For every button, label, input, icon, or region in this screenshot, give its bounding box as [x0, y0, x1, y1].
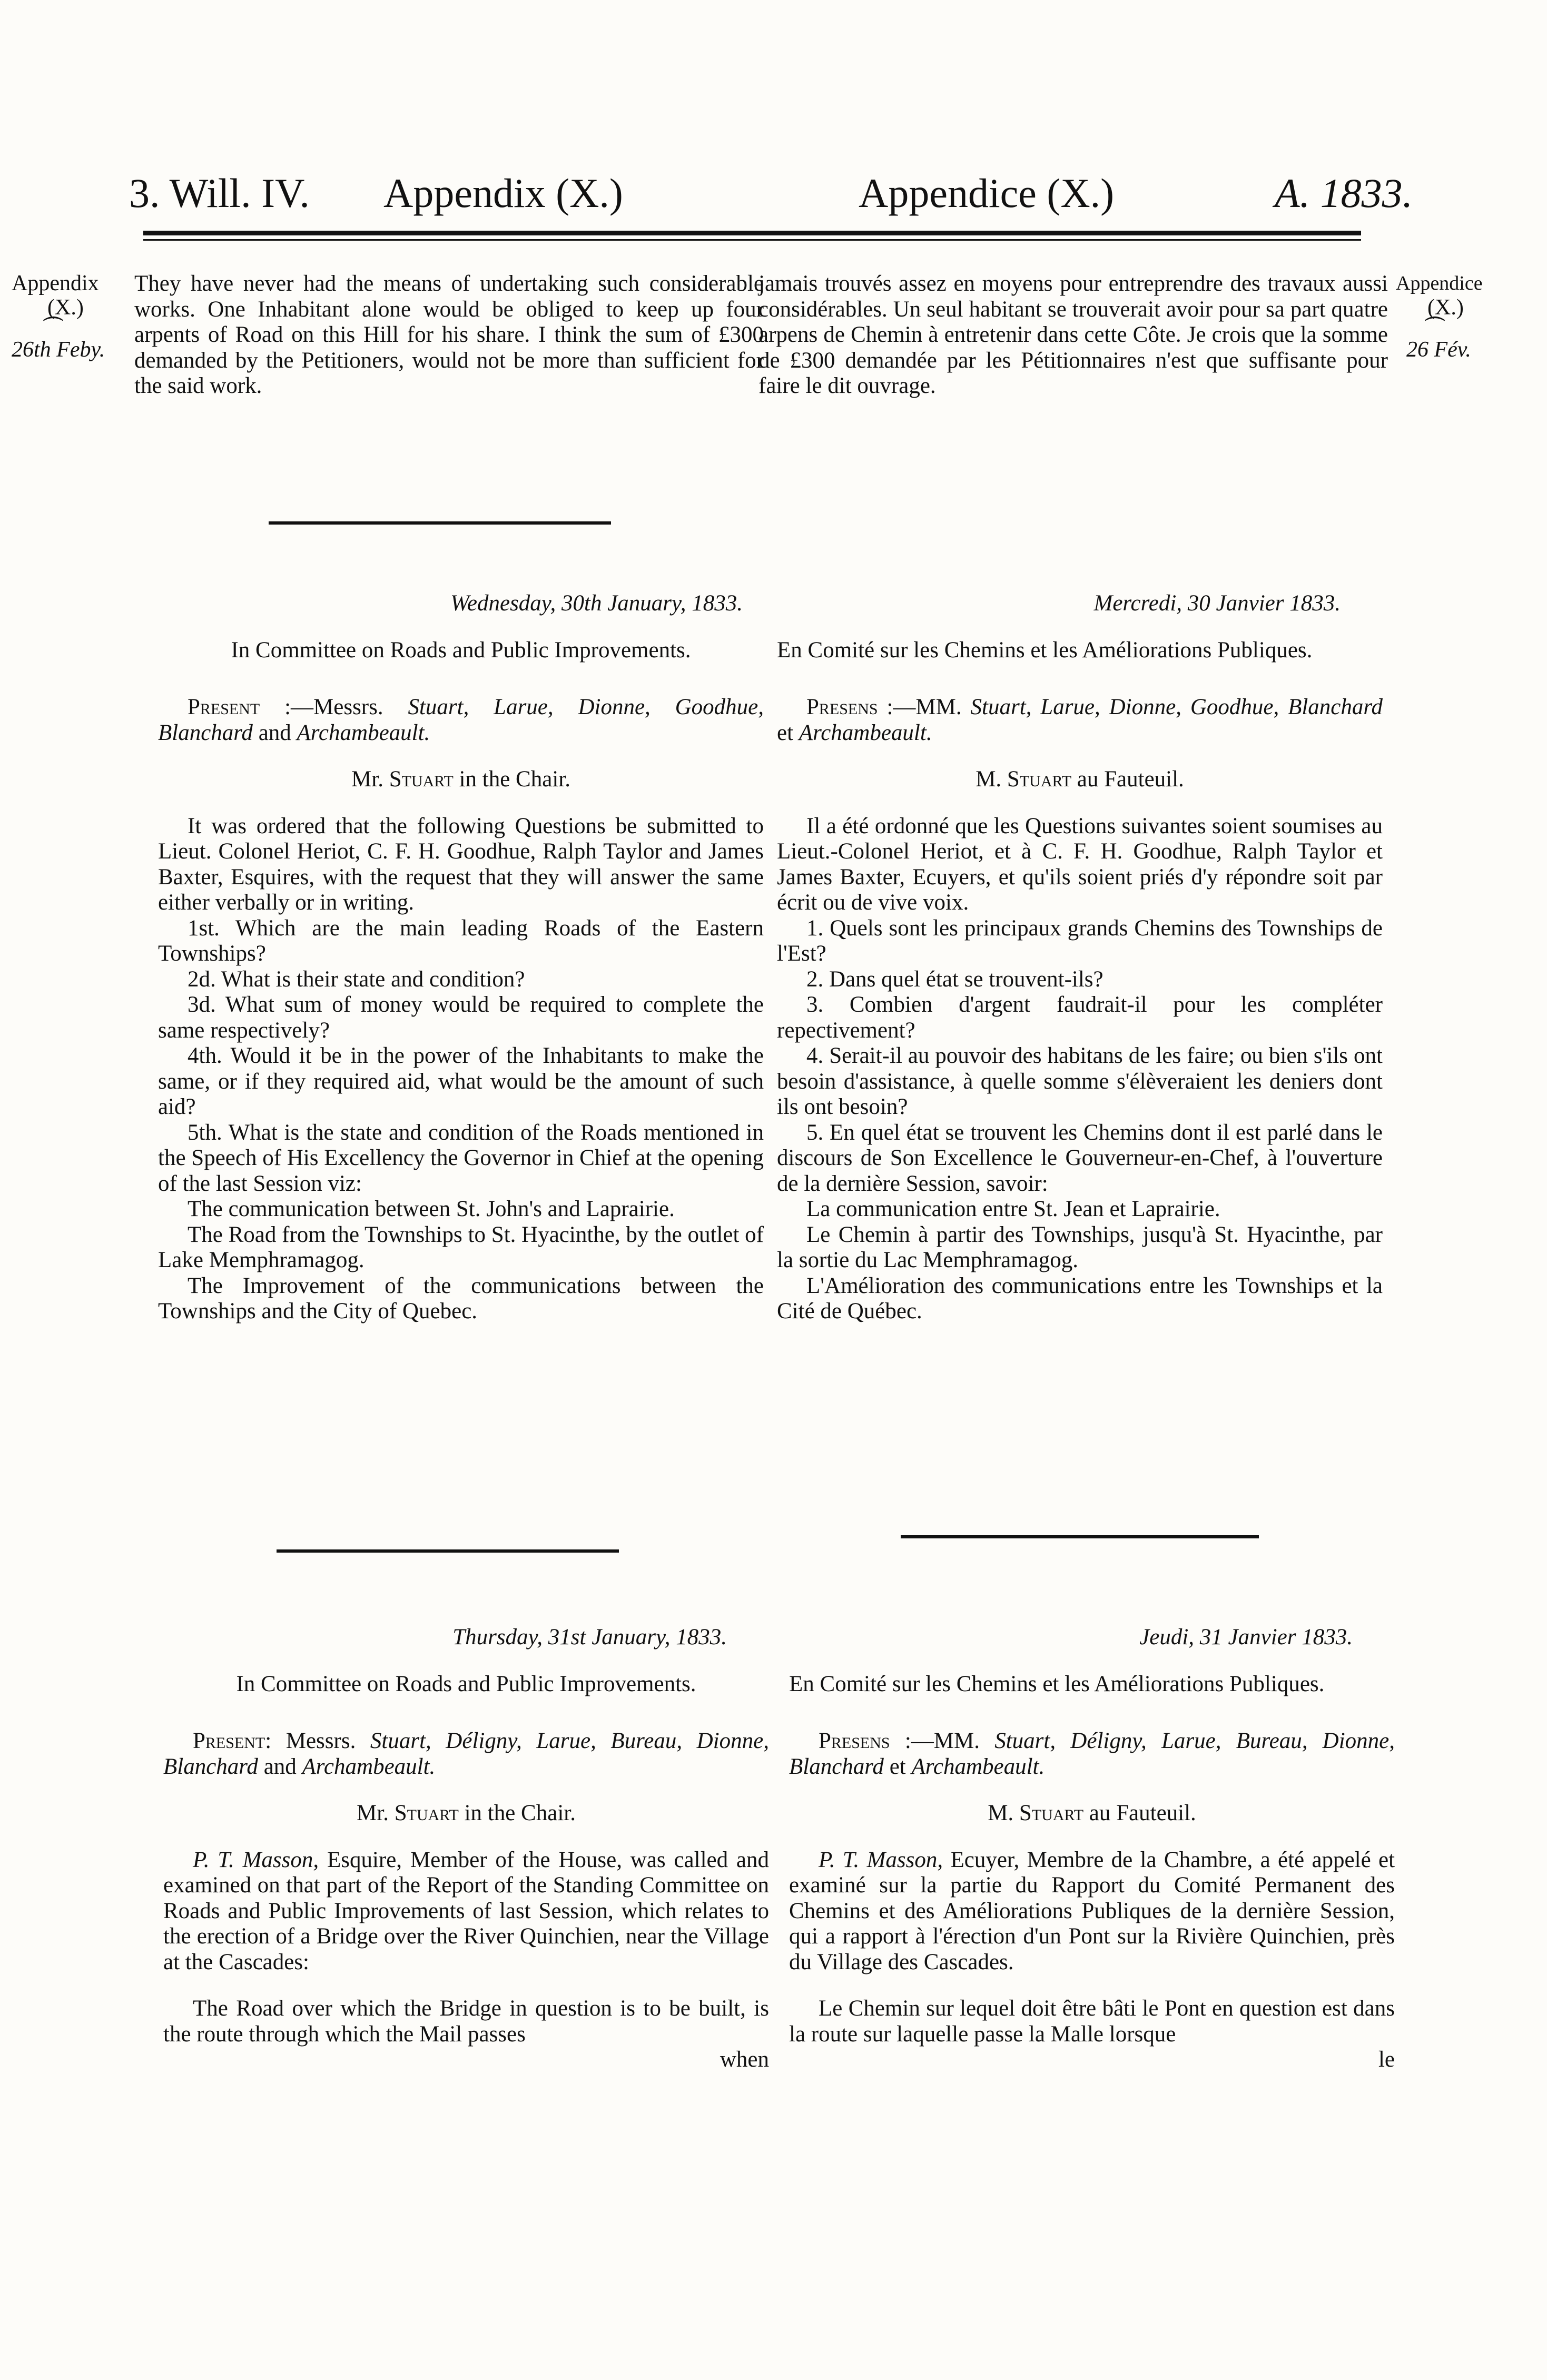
- appendix-title-en: Appendix (X.): [383, 170, 623, 216]
- margin-label: Appendix: [12, 271, 99, 295]
- session-2-en: [163, 1625, 769, 2073]
- session-2-fr: [789, 1625, 1395, 2073]
- road-item: L'Amélioration des communications entre les Townships et la Cité de Québec.: [777, 1273, 1383, 1324]
- catchword: le: [1378, 2047, 1395, 2072]
- committee-title: In Committee on Roads and Public Improvements.: [236, 1671, 696, 1696]
- question-3: 3. Combien d'argent faudrait-il pour les compléter repectivement?: [777, 992, 1383, 1043]
- session-date: Jeudi, 31 Janvier 1833.: [1139, 1625, 1353, 1650]
- committee-title: En Comité sur les Chemins et les Améliorations Publiques.: [777, 637, 1313, 663]
- brace-ornament-icon: ⏜: [1425, 317, 1445, 340]
- margin-label: Appendice: [1396, 272, 1483, 294]
- road-item: The Road from the Townships to St. Hyacinthe, by the outlet of Lake Memphramagog.: [158, 1222, 764, 1272]
- committee-title: In Committee on Roads and Public Improvements.: [231, 637, 691, 663]
- chair-line: Mr. Stuart in the Chair.: [351, 767, 570, 792]
- road-item: The Improvement of the communications between the Townships and the City of Quebec.: [158, 1273, 764, 1324]
- continuation-fr: [758, 271, 1388, 399]
- chair-line: M. Stuart au Fauteuil.: [976, 767, 1184, 792]
- question-1: 1st. Which are the main leading Roads of the Eastern Townships?: [158, 915, 764, 966]
- header-rule-thin: [143, 239, 1361, 241]
- question-1: 1. Quels sont les principaux grands Chemins des Townships de l'Est?: [777, 915, 1383, 966]
- continuation-en: [134, 271, 764, 399]
- session-date: Thursday, 31st January, 1833.: [452, 1625, 727, 1650]
- chair-line: Mr. Stuart in the Chair.: [357, 1801, 576, 1825]
- present-list: Presens :—MM. Stuart, Larue, Dionne, Goodhue, Blanchard et Archambeault.: [777, 695, 1383, 745]
- margin-ref: (X.): [1427, 295, 1464, 320]
- paragraph: P. T. Masson, Esquire, Member of the House, was called and examined on that part of the Report of the Standing Committee on Roads and Public Improvements of last Session, which relates to the erection of a Bridge over the River Quinchien, near the Village at the Cascades:: [163, 1847, 770, 1974]
- session-date: Mercredi, 30 Janvier 1833.: [1093, 591, 1341, 616]
- session-1-fr: [777, 591, 1383, 1325]
- paragraph: P. T. Masson, Ecuyer, Membre de la Chambre, a été appelé et examiné sur la partie du Rapport du Comité Permanent des Chemins et des Améliorations Publiques de la dernière Session, qui a rapport à l'érection d'un Pont sur la Rivière Quinchien, près du Village des Cascades.: [789, 1847, 1395, 1974]
- section-divider: [277, 1549, 619, 1553]
- present-list: Presens :—MM. Stuart, Déligny, Larue, Bureau, Dionne, Blanchard et Archambeault.: [789, 1729, 1395, 1779]
- session-1-en: [158, 591, 764, 1325]
- margin-ref: (X.): [47, 295, 84, 320]
- paragraph: They have never had the means of undertaking such considerable works. One Inhabitant alone would be obliged to keep up four arpents of Road on this Hill for his share. I think the sum of £300 demanded by the Petitioners, would not be more than sufficient for the said work.: [134, 271, 764, 398]
- question-3: 3d. What sum of money would be required to complete the same respectively?: [158, 992, 764, 1043]
- paragraph: jamais trouvés assez en moyens pour entreprendre des travaux aussi considérables. Un seul habitant se trouverait avoir pour sa part quatre arpens de Chemin à entretenir dans cette Côte. Je crois que la somme de £300 demandée par les Pétitionnaires n'est que suffisante pour faire le dit ouvrage.: [758, 271, 1388, 398]
- paragraph: Il a été ordonné que les Questions suivantes soient soumises au Lieut.-Colonel Heriot, et à C. F. H. Goodhue, Ralph Taylor et James Baxter, Ecuyers, et qu'ils soient priés d'y répondre soit par écrit ou de vive voix.: [777, 813, 1383, 915]
- question-4: 4. Serait-il au pouvoir des habitans de les faire; ou bien s'ils ont besoin d'assistance, à quelle somme s'élèveraient les deniers dont ils ont besoin?: [777, 1043, 1383, 1119]
- session-label: 3. Will. IV.: [129, 170, 310, 216]
- question-2: 2. Dans quel état se trouvent-ils?: [806, 966, 1103, 992]
- road-item: The communication between St. John's and Laprairie.: [188, 1197, 675, 1221]
- brace-ornament-icon: ⏜: [43, 317, 64, 340]
- chair-line: M. Stuart au Fauteuil.: [988, 1801, 1196, 1825]
- question-4: 4th. Would it be in the power of the Inhabitants to make the same, or if they required aid, what would be the amount of such aid?: [158, 1043, 764, 1119]
- question-5: 5th. What is the state and condition of the Roads mentioned in the Speech of His Excellency the Governor in Chief at the opening of the last Session viz:: [158, 1120, 764, 1196]
- session-date: Wednesday, 30th January, 1833.: [450, 591, 743, 616]
- present-list: Present: Messrs. Stuart, Déligny, Larue, Bureau, Dionne, Blanchard and Archambeault.: [163, 1729, 769, 1779]
- section-divider: [901, 1535, 1259, 1538]
- section-divider: [269, 521, 611, 525]
- question-5: 5. En quel état se trouvent les Chemins dont il est parlé dans le discours de Son Excellence le Gouverneur-en-Chef, à l'ouverture de la dernière Session, savoir:: [777, 1120, 1383, 1196]
- paragraph: It was ordered that the following Questions be submitted to Lieut. Colonel Heriot, C. F. H. Goodhue, Ralph Taylor and James Baxter, Esquires, with the request that they will answer the same either verbally or in writing.: [158, 813, 764, 915]
- margin-date: 26 Fév.: [1406, 338, 1471, 362]
- paragraph: Le Chemin sur lequel doit être bâti le Pont en question est dans la route sur laquelle passe la Malle lorsque: [789, 1996, 1395, 2047]
- road-item: La communication entre St. Jean et Laprairie.: [806, 1197, 1220, 1221]
- committee-title: En Comité sur les Chemins et les Améliorations Publiques.: [789, 1671, 1325, 1696]
- road-item: Le Chemin à partir des Townships, jusqu'à St. Hyacinthe, par la sortie du Lac Memphramagog.: [777, 1222, 1383, 1272]
- margin-note-right: [1396, 271, 1543, 362]
- paragraph: The Road over which the Bridge in question is to be built, is the route through which the Mail passes: [163, 1996, 769, 2047]
- header-rule-thick: [143, 231, 1361, 235]
- margin-date: 26th Feby.: [12, 338, 105, 362]
- appendix-title-fr: Appendice (X.): [859, 170, 1115, 216]
- question-2: 2d. What is their state and condition?: [188, 966, 525, 992]
- catchword: when: [720, 2047, 769, 2072]
- year-label: A. 1833.: [1275, 170, 1413, 216]
- present-list: Present :—Messrs. Stuart, Larue, Dionne, Goodhue, Blanchard and Archambeault.: [158, 695, 764, 745]
- margin-note-left: [12, 271, 143, 362]
